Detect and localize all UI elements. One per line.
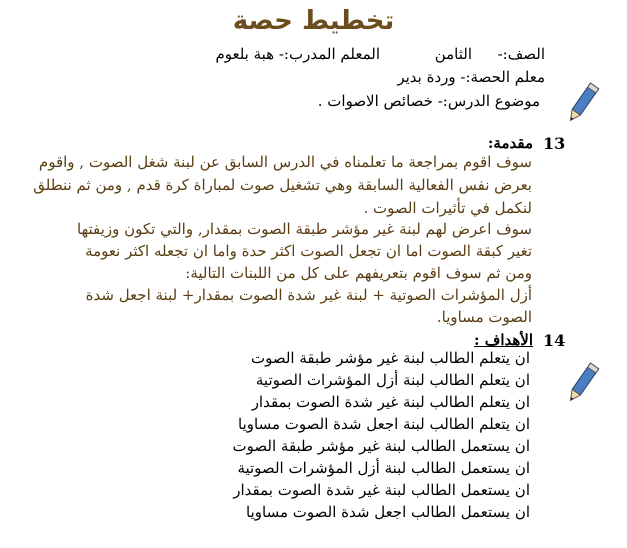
goal-item: ان يستعمل الطالب لبنة أزل المؤشرات الصوتية [237, 459, 530, 477]
section-number-goals: 14 [543, 331, 566, 350]
intro-line: الصوت مساويا. [436, 308, 532, 326]
intro-line: أزل المؤشرات الصوتية + لبنة غير شدة الصوت بمقدار+ لبنة اجعل شدة [85, 286, 532, 304]
grade-value: الثامن [434, 45, 472, 63]
grade-label: الصف:- [497, 45, 545, 63]
goals-heading: الأهداف : [474, 331, 533, 349]
pencil-icon [560, 80, 604, 128]
page-title: تخطيط حصة [232, 6, 395, 36]
intro-line: ومن ثم سوف اقوم بتعريفهم على كل من اللبنات التالية: [185, 264, 532, 282]
goal-item: ان يستعمل الطالب لبنة غير شدة الصوت بمقدار [233, 481, 530, 499]
pencil-icon [560, 360, 604, 408]
intro-line: سوف اعرض لهم لبنة غير مؤشر طبقة الصوت بمقدار, والتي تكون وزيفتها [77, 220, 532, 238]
goal-item: ان يستعمل الطالب اجعل شدة الصوت مساويا [246, 503, 530, 521]
goal-item: ان يستعمل الطالب لبنة غير مؤشر طبقة الصوت [232, 437, 530, 455]
trainer-name: المعلم المدرب:- هبة بلعوم [215, 45, 380, 63]
intro-line: سوف اقوم بمراجعة ما تعلمناه في الدرس السابق عن لبنة شغل الصوت , واقوم [38, 153, 532, 171]
section-number-intro: 13 [543, 134, 566, 153]
intro-line: بعرض نفس الفعالية السابقة وهي تشغيل صوت لمباراة كرة قدم , ومن ثم ننطلق [33, 176, 532, 194]
intro-line: لنكمل في تأثيرات الصوت . [363, 199, 532, 217]
goal-item: ان يتعلم الطالب لبنة غير شدة الصوت بمقدار [251, 393, 530, 411]
lesson-topic: موضوع الدرس:- خصائص الاصوات . [317, 92, 540, 110]
intro-heading: مقدمة: [487, 134, 533, 152]
goal-item: ان يتعلم الطالب لبنة غير مؤشر طبقة الصوت [250, 349, 530, 367]
teacher-name: معلم الحصة:- وردة بدير [397, 68, 545, 86]
intro-line: تغير كبقة الصوت اما ان تجعل الصوت اكثر حدة واما ان تجعله اكثر نعومة [85, 242, 532, 260]
goal-item: ان يتعلم الطالب لبنة اجعل شدة الصوت مساويا [238, 415, 530, 433]
goal-item: ان يتعلم الطالب لبنة أزل المؤشرات الصوتية [255, 371, 530, 389]
